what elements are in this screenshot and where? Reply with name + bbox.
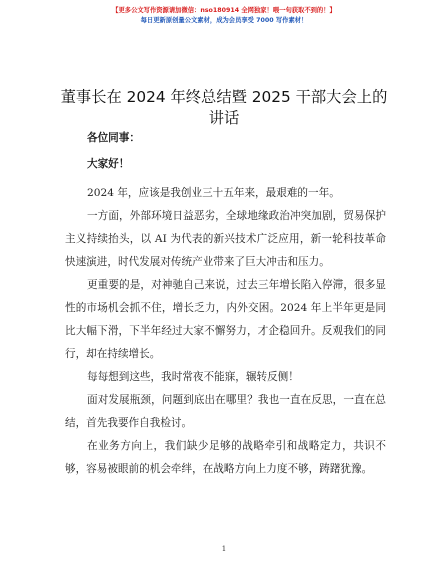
promo-banner-line-2: 每日更新原创量公文素材，成为会员享受 7000 写作素材！ [140,17,308,24]
paragraph: 一方面，外部环境日益恶劣，全球地缘政治冲突加剧，贸易保护主义持续抬头，以 AI 为代表的新兴技术广泛应用，新一轮科技革命快速演进，时代发展对传统产业带来了巨大冲击和压力。 [65,210,386,268]
salutation: 各位同事： [87,132,140,144]
paragraph: 2024 年，应该是我创业三十五年来，最艰难的一年。 [87,187,340,199]
paragraph: 在业务方向上，我们缺少足够的战略牵引和战略定力，共识不够，容易被眼前的机会牵绊，在战略方向上力度不够，踌躇犹豫。 [65,440,386,475]
document-body [65,131,386,481]
paragraph: 每每想到这些，我时常夜不能寐，辗转反侧！ [87,371,299,383]
page-number: 1 [221,545,227,553]
paragraph: 面对发展瓶颈，问题到底出在哪里？我也一直在反思，一直在总结，首先我要作自我检讨。 [65,394,386,429]
greeting: 大家好！ [87,158,130,170]
document-title: 董事长在 2024 年终总结暨 2025 干部大会上的讲话 [60,88,388,127]
promo-banner-line-1: 【更多公文写作资源请加微信：nso180914 全网独家！喂一句获取不到的！】 [112,7,336,14]
paragraph: 更重要的是，对神驰自己来说，过去三年增长陷入停滞，很多显性的市场机会抓不住，增长乏力，内外交困。2024 年上半年更是同比大幅下滑，下半年经过大家不懈努力，才企稳回升。反观我们的同行，却在持续增长。 [65,279,386,360]
